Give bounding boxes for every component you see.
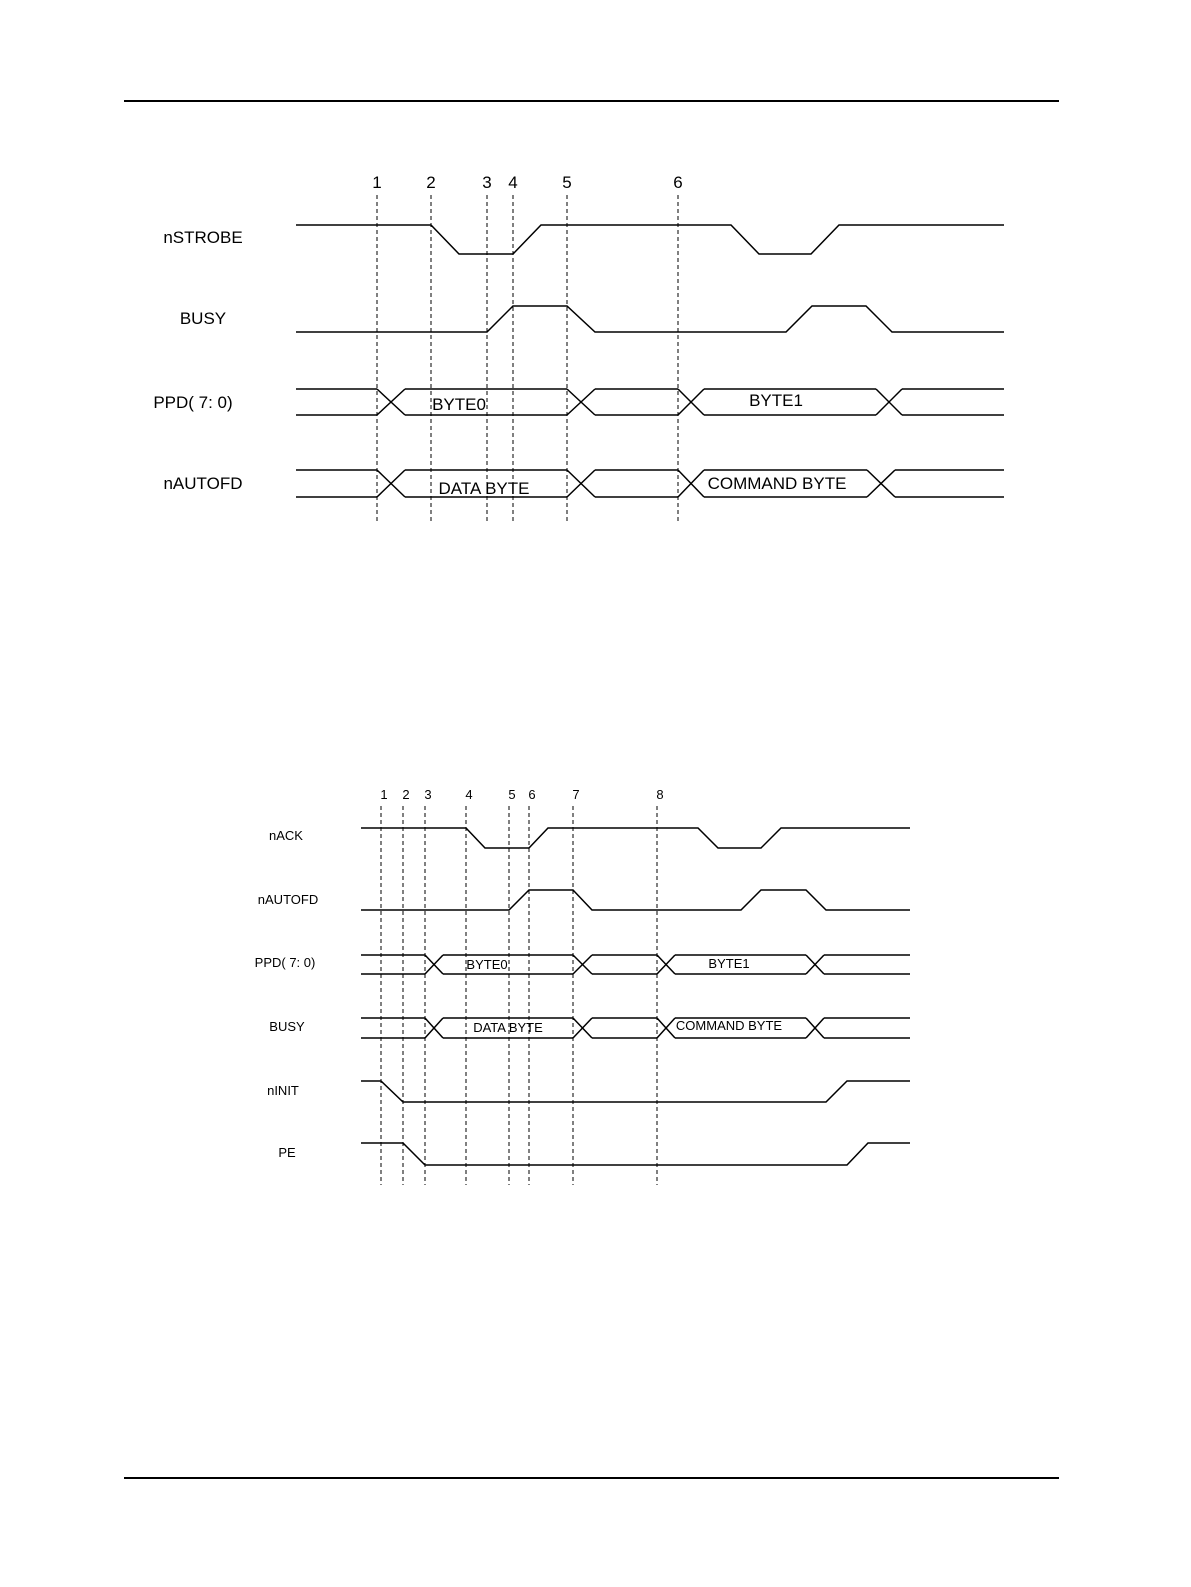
- bus-label-byte0: BYTE0: [466, 957, 508, 972]
- signal-label: nSTROBE: [163, 228, 243, 247]
- marker-label: 6: [673, 173, 683, 192]
- signal-label: PPD( 7: 0): [153, 393, 233, 412]
- signal-pe: [361, 1143, 910, 1165]
- timing-diagram-1: [153, 173, 1004, 522]
- marker-label: 2: [426, 173, 436, 192]
- bus-label-data-byte: DATA BYTE: [438, 479, 530, 498]
- marker-label: 5: [562, 173, 572, 192]
- signal-nstrobe: [296, 225, 1004, 254]
- marker-label: 3: [424, 787, 432, 802]
- signal-label: BUSY: [179, 309, 227, 328]
- timing-diagram-2: [255, 787, 910, 1185]
- bus-label-command-byte: COMMAND BYTE: [675, 1018, 783, 1033]
- bus-label-byte1: BYTE1: [708, 956, 750, 971]
- marker-label: 6: [528, 787, 536, 802]
- marker-label: 4: [508, 173, 518, 192]
- signal-label: PPD( 7: 0): [254, 955, 316, 970]
- signal-ppd-2: [361, 955, 910, 974]
- bus-label-byte1: BYTE1: [749, 391, 803, 410]
- signal-label: nINIT: [267, 1083, 299, 1098]
- marker-label: 7: [572, 787, 580, 802]
- marker-label: 3: [482, 173, 492, 192]
- signal-nack: [361, 828, 910, 848]
- signal-label: PE: [278, 1145, 296, 1160]
- marker-label: 1: [380, 787, 388, 802]
- signal-ppd: [296, 389, 1004, 415]
- marker-label: 5: [508, 787, 516, 802]
- marker-label: 8: [656, 787, 664, 802]
- bus-label-command-byte: COMMAND BYTE: [707, 474, 847, 493]
- signal-label: nAUTOFD: [257, 892, 319, 907]
- signal-nautofd-2: [361, 890, 910, 910]
- signal-busy: [296, 306, 1004, 332]
- bus-label-data-byte: DATA BYTE: [473, 1020, 543, 1035]
- signal-nautofd: [296, 470, 1004, 498]
- signal-label: BUSY: [269, 1019, 305, 1034]
- signal-label: nAUTOFD: [163, 474, 243, 493]
- bus-label-byte0: BYTE0: [432, 395, 486, 414]
- signal-label: nACK: [269, 828, 303, 843]
- signal-ninit: [361, 1081, 910, 1102]
- marker-label: 4: [465, 787, 473, 802]
- signal-busy-2: [361, 1018, 910, 1038]
- marker-label: 2: [402, 787, 410, 802]
- marker-label: 1: [372, 173, 382, 192]
